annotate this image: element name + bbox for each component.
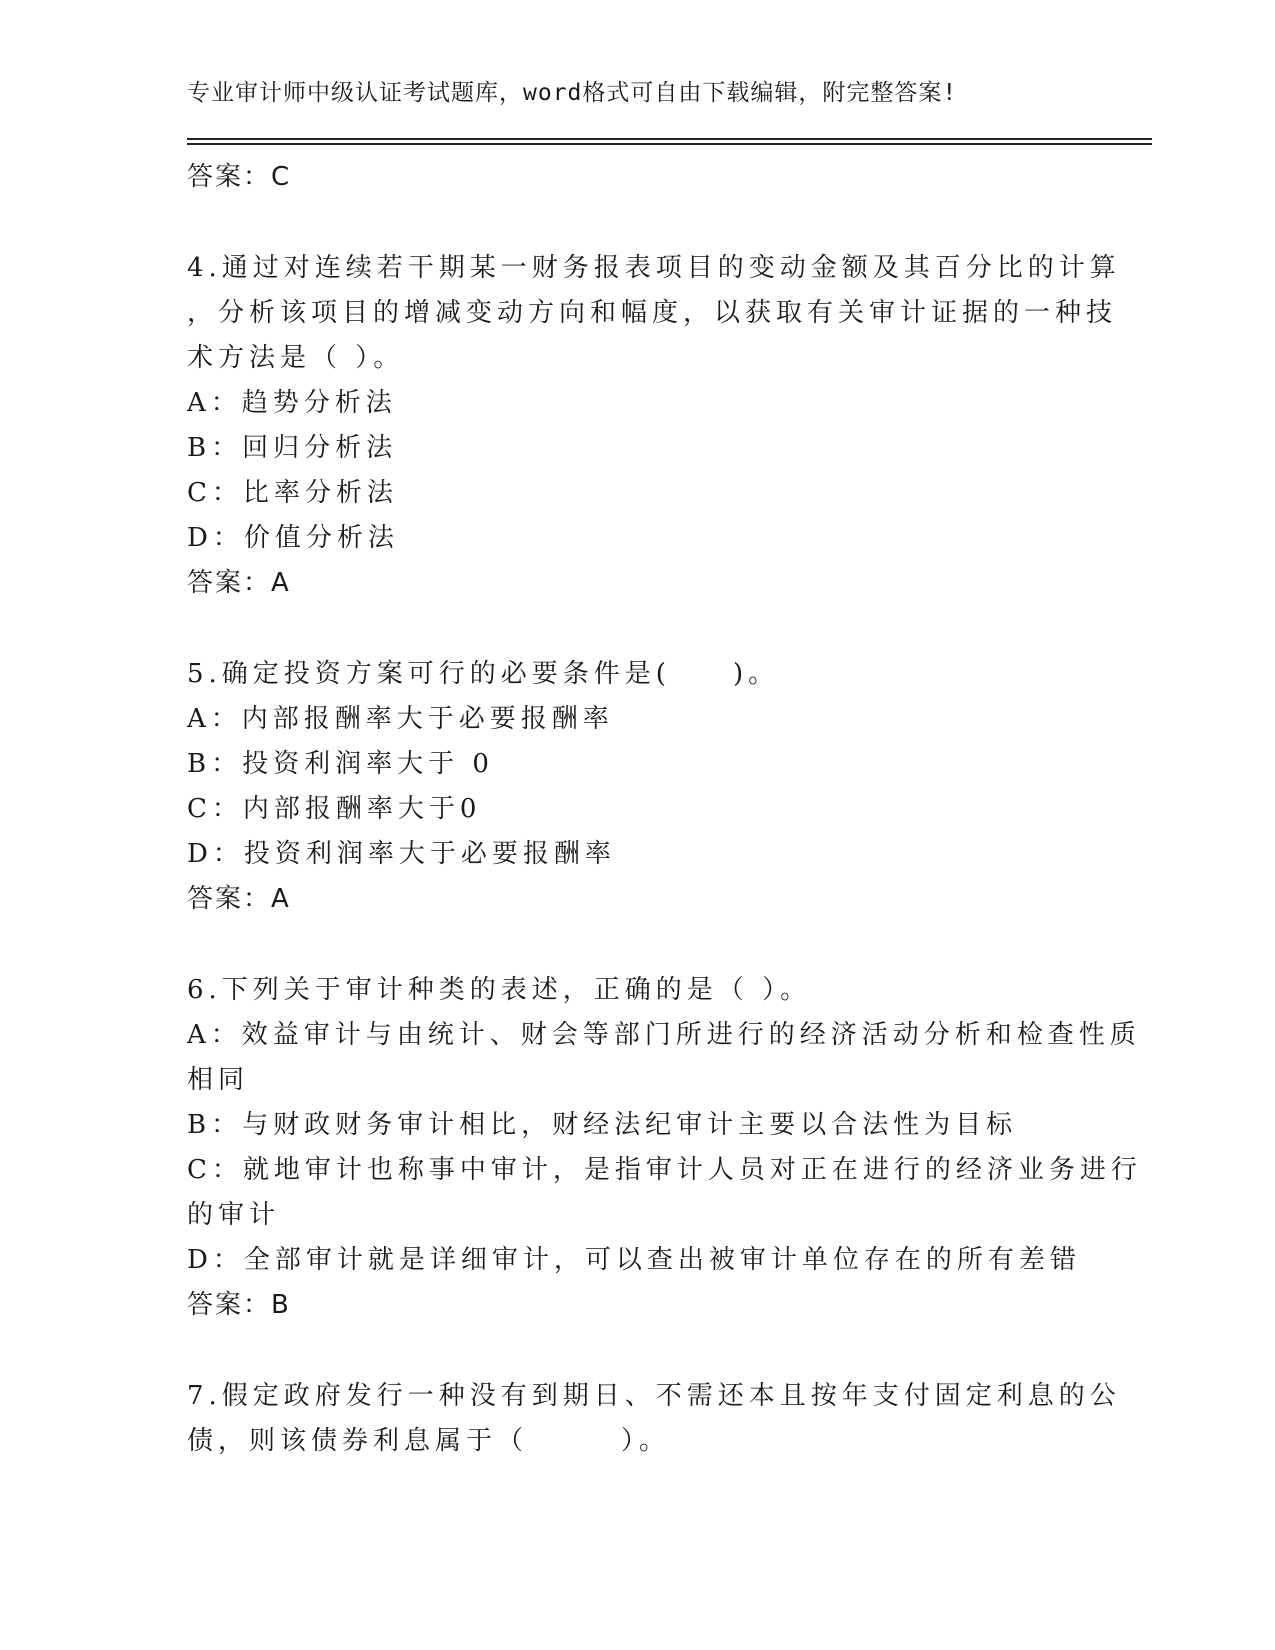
block-spacer <box>187 922 1087 968</box>
header-divider-top <box>187 138 1152 140</box>
question-text-line: A：趋势分析法 <box>187 388 397 418</box>
block-spacer <box>187 1328 1087 1374</box>
question-text-line: 4.通过对连续若干期某一财务报表项目的变动金额及其百分比的计算 <box>187 253 1121 283</box>
question-text-line: 7.假定政府发行一种没有到期日、不需还本且按年支付固定利息的公 <box>187 1381 1121 1411</box>
question-text-line: 债，则该债券利息属于（ ）。 <box>187 1426 671 1456</box>
question-text-line: C：就地审计也称事中审计，是指审计人员对正在进行的经济业务进行 <box>187 1155 1142 1185</box>
question-text-line: D：全部审计就是详细审计，可以查出被审计单位存在的所有差错 <box>187 1245 1081 1275</box>
answer-line: 答案：A <box>187 884 291 914</box>
question-text-line: 6.下列关于审计种类的表述，正确的是（ ）。 <box>187 975 812 1005</box>
document-body <box>187 155 1142 1464</box>
block-spacer <box>187 200 1087 246</box>
question-text-line: 5.确定投资方案可行的必要条件是( )。 <box>187 659 780 689</box>
question-text-line: C：内部报酬率大于0 <box>187 794 482 824</box>
question-text-line: D：投资利润率大于必要报酬率 <box>187 839 616 869</box>
question-text-line: C：比率分析法 <box>187 478 398 508</box>
question-text-line: A：内部报酬率大于必要报酬率 <box>187 704 614 734</box>
page-header-title: 专业审计师中级认证考试题库，word格式可自由下载编辑，附完整答案! <box>187 80 958 106</box>
question-text-line: D：价值分析法 <box>187 523 399 553</box>
question-text-line: ，分析该项目的增减变动方向和幅度，以获取有关审计证据的一种技 <box>187 298 1118 328</box>
question-text-line: 的审计 <box>187 1200 281 1230</box>
question-text-line: 术方法是（ ）。 <box>187 343 405 373</box>
question-text-line: 相同 <box>187 1065 250 1095</box>
answer-line: 答案：A <box>187 568 291 598</box>
question-text-line: B：投资利润率大于 0 <box>187 749 494 779</box>
answer-line: 答案：B <box>187 1290 291 1320</box>
header-divider-bottom <box>187 143 1152 145</box>
block-spacer <box>187 606 1087 652</box>
question-text-line: B：与财政财务审计相比，财经法纪审计主要以合法性为目标 <box>187 1110 1018 1140</box>
question-text-line: A：效益审计与由统计、财会等部门所进行的经济活动分析和检查性质 <box>187 1020 1141 1050</box>
question-text-line: B：回归分析法 <box>187 433 398 463</box>
answer-line: 答案：C <box>187 162 292 192</box>
